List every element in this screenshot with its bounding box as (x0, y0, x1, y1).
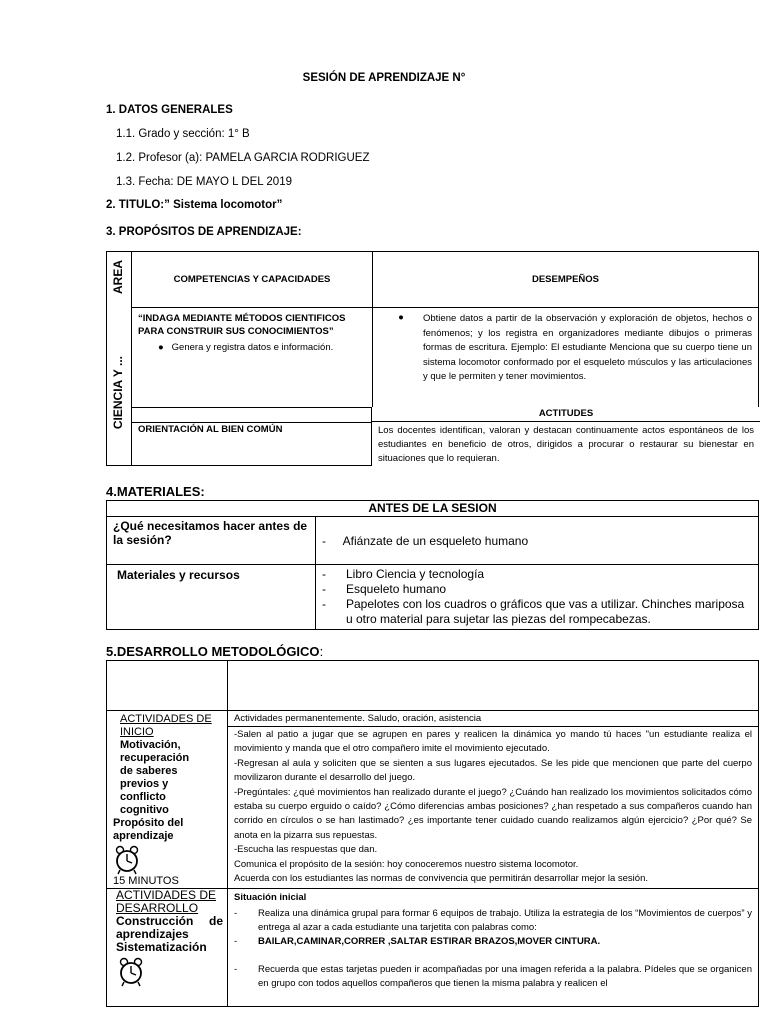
desempeno-cell (373, 308, 759, 408)
titulo-line: 2. TITULO:” Sistema locomotor” (106, 199, 283, 211)
antes-sesion-header: ANTES DE LA SESION (107, 501, 759, 517)
desempenos-header: DESEMPEÑOS (373, 252, 759, 308)
profesor-line: 1.2. Profesor (a): PAMELA GARCIA RODRIGUEZ (116, 152, 370, 164)
inicio-sub: Motivación, (120, 739, 181, 751)
desarrollo-item: Realiza una dinámica grupal para formar 6 equipos de trabajo. Utiliza la estrategia de los “Movimientos de cuerpos” y entrega al azar a cada estudiante una tarjetita con palabras como: (258, 908, 752, 933)
inicio-line: -Salen al patio a jugar que se agrupen en pares y realicen la dinámica yo mando tú haces "un estudiante realiza el movimiento y manda que el otro compañero imite el movimiento ejecutado. (234, 729, 752, 755)
q-item: Afiánzate de un esqueleto humano (342, 533, 529, 548)
inicio-line: Acuerda con los estudiantes las normas de convivencia que permitirán desarrollar mejor la sesión. (234, 873, 648, 885)
desempeno-text: Obtiene datos a partir de la observación y exploración de objetos, hechos o fenómenos; y los registra en organizadores mediante dibujos o primeras formas de escritura. Ejemplo: El estudiante Menciona que su cuerpo tiene un sistema locomotor conformado por el esqueleto músculos y las articulaciones y que le permiten y tener movimientos. (423, 313, 752, 382)
actitudes-header: ACTITUDES (372, 407, 760, 422)
materiales-heading: 4.MATERIALES: (106, 484, 205, 499)
inicio-sub: previos y (120, 778, 169, 790)
inicio-line: -Regresan al aula y soliciten que se sienten a sus lugares ejecutados. Se les pide que mencionen que parte del cuerpo movilizaron durante el desarrollo del juego. (234, 757, 752, 784)
desarrollo-content-cell: Situación inicial - Realiza una dinámica grupal para formar 6 equipos de trabajo. Utiliza la estrategia de los “Movimientos de cuerpos” y entrega al azar a cada estudiante una tarjetita con palabras como: - BAILAR,CAMINAR,CORRER ,SALTAR ESTIRAR BRAZOS,MOVER CINTURA. - Recuerda que estas tarjetas pueden ir acompañadas por una imagen referida a la palabra. Pídeles que se organicen en grupo con todos aquellos compañeros que tienen la misma palabra y realicen el (228, 889, 759, 1007)
inicio-sub: cognitivo (120, 804, 169, 816)
fecha-line: 1.3. Fecha: DE MAYO L DEL 2019 (116, 176, 292, 188)
actitud-text: Los docentes identifican, valoran y destacan continuamente actos espontáneos de los estudiantes en beneficio de otros, dirigidos a procurar o restaurar su bienestar en situaciones que lo requieran. (378, 425, 754, 464)
inicio-cell (107, 711, 228, 889)
proposito-label: Propósito del aprendizaje (113, 817, 184, 842)
alarm-clock-icon (118, 957, 144, 987)
q-item-cell: - Afiánzate de un esqueleto humano (316, 517, 759, 565)
competencia-text: “INDAGA MEDIANTE MÉTODOS CIENTIFICOS PARA CONSTRUIR SUS CONOCIMIENTOS” (138, 313, 346, 337)
capacidad-item (138, 341, 366, 354)
m-item: Esqueleto humano (346, 582, 447, 596)
grado-line: 1.1. Grado y sección: 1° B (116, 128, 250, 140)
desarrollo-sub: Sistematización (116, 940, 207, 954)
inicio-line: Comunica el propósito de la sesión: hoy conoceremos nuestro sistema locomotor. (234, 858, 579, 870)
desarrollo-item: Recuerda que estas tarjetas pueden ir acompañadas por una imagen referida a la palabra. Pídeles que se organicen en grupo con todos aquellos compañeros que tienen la misma palabra y realicen el (258, 964, 752, 989)
enfoque-text: ORIENTACIÓN AL BIEN COMÚN (138, 424, 283, 435)
bullet-icon: ● (398, 312, 404, 323)
m-item: Libro Ciencia y tecnología (346, 567, 485, 581)
inicio-label: ACTIVIDADES DE INICIO (120, 713, 212, 738)
desarrollo-table (106, 660, 759, 1007)
desarrollo-item: BAILAR,CAMINAR,CORRER ,SALTAR ESTIRAR BRAZOS,MOVER CINTURA. (258, 936, 601, 947)
desarrollo-sub: Construcción de aprendizajes (116, 914, 223, 941)
m-item: Papelotes con los cuadros o gráficos que vas a utilizar. Chinches mariposa u otro material para sujetar las piezas del rompecabezas. (346, 597, 745, 626)
area-label: AREA (111, 260, 125, 295)
m-items-cell: - Libro Ciencia y tecnología - Esqueleto humano - Papelotes con los cuadros o gráficos que vas a utilizar. Chinches mariposa u otro material para sujetar las piezas del rompecabezas. (316, 565, 759, 630)
inicio-content-cell (228, 711, 759, 889)
area-cell (107, 252, 132, 466)
desarrollo-label: ACTIVIDADES DE DESARROLLO (116, 888, 217, 915)
q-label: ¿Qué necesitamos hacer antes de la sesión? (107, 517, 316, 565)
inicio-line: Actividades permanentemente. Saludo, oración, asistencia (228, 711, 758, 727)
m-label: Materiales y recursos (107, 565, 316, 630)
blank-cell (107, 661, 228, 711)
inicio-sub: recuperación (120, 752, 190, 764)
datos-heading: 1. DATOS GENERALES (106, 104, 233, 116)
page-title: SESIÓN DE APRENDIZAJE N° (302, 72, 466, 84)
alarm-clock-icon (114, 845, 140, 875)
inicio-line: -Pregúntales: ¿qué movimientos han realizado durante el juego? ¿Cuándo han realizado los movimientos solicitados cómo estaba su cuerpo erguido o caído? ¿Cómo diferencias ambas posiciones? ¿han respetado a sus compañeros cuando han corrido en círculos o se han lastimado? ¿es importante tener cuidado cuando realizamos algún ejercicio? ¿Por qué? Se anota en la pizarra sus repuestas. (234, 786, 752, 841)
desarrollo-heading: 5.DESARROLLO METODOLÓGICO: (106, 644, 324, 659)
situacion-label: Situación inicial (234, 892, 307, 903)
competencias-header: COMPETENCIAS Y CAPACIDADES (132, 252, 373, 308)
bullet-icon: ● (158, 342, 164, 353)
inicio-sub: conflicto (120, 791, 166, 803)
blank-cell (228, 661, 759, 711)
tiempo-label: 15 MINUTOS (113, 875, 179, 887)
capacidad-text: Genera y registra datos e información. (171, 342, 334, 353)
inicio-line: -Escucha las respuestas que dan. (234, 844, 378, 856)
materiales-table (106, 500, 759, 630)
propositos-heading: 3. PROPÓSITOS DE APRENDIZAJE: (106, 226, 302, 238)
area-value: CIENCIA Y ... (111, 356, 125, 430)
actitudes-cell (371, 407, 760, 466)
inicio-sub: de saberes (120, 765, 178, 777)
desarrollo-cell (107, 889, 228, 1007)
competencia-cell (132, 308, 373, 408)
